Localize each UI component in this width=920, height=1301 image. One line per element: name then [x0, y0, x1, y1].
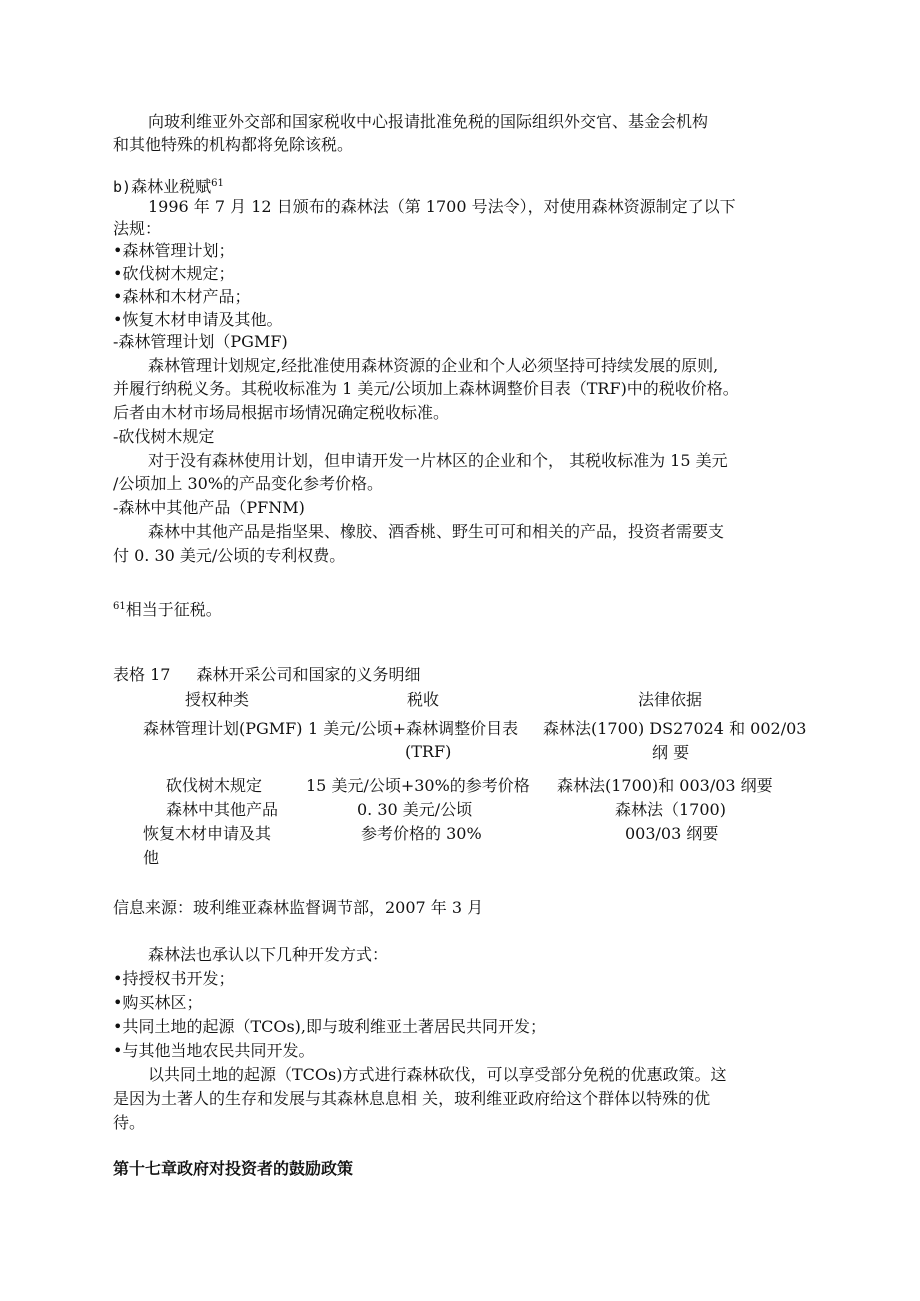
footnote-ref-61[interactable]: 61 — [211, 178, 224, 189]
modes-intro: 森林法也承认以下几种开发方式： — [148, 945, 389, 964]
logging-line-2: /公顷加上 30%的产品变化参考价格。 — [113, 474, 384, 493]
footnote-number: 61 — [113, 601, 126, 612]
logging-line-1: 对于没有森林使用计划，但申请开发一片林区的企业和个， 其税收标准为 15 美元 — [148, 451, 728, 470]
table-row-1-tax-line-2: (TRF) — [405, 742, 452, 761]
table-row-2-tax: 15 美元/公顷+30%的参考价格 — [306, 776, 530, 795]
regulation-bullet-1: •森林管理计划； — [113, 241, 235, 260]
section-b-title: 森林业税赋 — [131, 177, 212, 196]
table-row-4-type-line-1: 恢复木材申请及其 — [143, 824, 272, 843]
table-row-2-type: 砍伐树木规定 — [166, 776, 263, 795]
table-row-3-law: 森林法（1700) — [615, 800, 726, 819]
modes-bullet-4: •与其他当地农民共同开发。 — [113, 1041, 315, 1060]
table-row-4-tax: 参考价格的 30% — [361, 824, 482, 843]
pgmf-line-1: 森林管理计划规定,经批准使用森林资源的企业和个人必须坚持可持续发展的原则, — [148, 356, 719, 375]
pfnm-line-2: 付 0. 30 美元/公顷的专利权费。 — [113, 546, 346, 565]
intro-line-1: 向玻利维亚外交部和国家税收中心报请批准免税的国际组织外交官、基金会机构 — [148, 112, 709, 131]
modes-para-line-1: 以共同土地的起源（TCOs)方式进行森林砍伐，可以享受部分免税的优惠政策。这 — [148, 1065, 727, 1084]
section-b-prefix: b) — [113, 178, 132, 196]
regulation-bullet-3: •森林和木材产品； — [113, 287, 251, 306]
table-row-1-tax-line-1: 1 美元/公顷+森林调整价目表 — [308, 719, 519, 738]
section-b-para-line-1: 1996 年 7 月 12 日颁布的森林法（第 1700 号法令），对使用森林资源制定了以下 — [148, 197, 736, 216]
table-row-4-law: 003/03 纲要 — [625, 824, 719, 843]
table-caption — [113, 664, 813, 686]
table-header-tax: 税收 — [407, 690, 440, 709]
regulation-bullet-2: •砍伐树木规定； — [113, 264, 235, 283]
pgmf-line-3: 后者由木材市场局根据市场情况确定税收标准。 — [113, 403, 450, 422]
pfnm-heading: -森林中其他产品（PFNM) — [113, 498, 305, 517]
modes-bullet-2: •购买林区； — [113, 993, 203, 1012]
table-caption-number: 表格 17 — [113, 665, 171, 684]
table-header-type: 授权种类 — [185, 690, 250, 709]
modes-para-line-2: 是因为土著人的生存和发展与其森林息息相 关，玻利维亚政府给这个群体以特殊的优 — [113, 1089, 711, 1108]
table-row-2-law: 森林法(1700)和 003/03 纲要 — [557, 776, 773, 795]
table-row-4-type-line-2: 他 — [143, 848, 160, 867]
modes-para-line-3: 待。 — [113, 1113, 146, 1132]
table-header-law: 法律依据 — [638, 690, 703, 709]
section-b-heading — [113, 173, 813, 198]
table-row-1-law-line-2: 纲 要 — [652, 743, 690, 762]
pgmf-line-2: 并履行纳税义务。其税收标准为 1 美元/公顷加上森林调整价目表（TRF)中的税收价格。 — [113, 379, 739, 398]
intro-line-2: 和其他特殊的机构都将免除该税。 — [113, 135, 354, 154]
modes-bullet-3: •共同土地的起源（TCOs),即与玻利维亚土著居民共同开发； — [113, 1017, 547, 1036]
logging-heading: -砍伐树木规定 — [113, 427, 215, 446]
footnote-61 — [113, 596, 813, 621]
footnote-text: 相当于征税。 — [125, 600, 222, 619]
pgmf-heading: -森林管理计划（PGMF) — [113, 332, 288, 351]
section-b-para-line-2: 法规： — [113, 219, 162, 238]
table-row-1-type: 森林管理计划(PGMF) — [143, 719, 303, 738]
pfnm-line-1: 森林中其他产品是指坚果、橡胶、酒香桃、野生可可和相关的产品，投资者需要支 — [148, 522, 725, 541]
table-row-3-tax: 0. 30 美元/公顷 — [357, 800, 473, 819]
regulation-bullet-4: •恢复木材申请及其他。 — [113, 310, 283, 329]
table-caption-title: 森林开采公司和国家的义务明细 — [196, 665, 421, 684]
chapter-heading: 第十七章政府对投资者的鼓励政策 — [113, 1159, 354, 1178]
table-row-3-type: 森林中其他产品 — [166, 800, 279, 819]
table-row-1-law-line-1: 森林法(1700) DS27024 和 002/03 — [543, 719, 807, 738]
modes-bullet-1: •持授权书开发； — [113, 969, 235, 988]
table-source: 信息来源：玻利维亚森林监督调节部，2007 年 3 月 — [113, 898, 484, 917]
